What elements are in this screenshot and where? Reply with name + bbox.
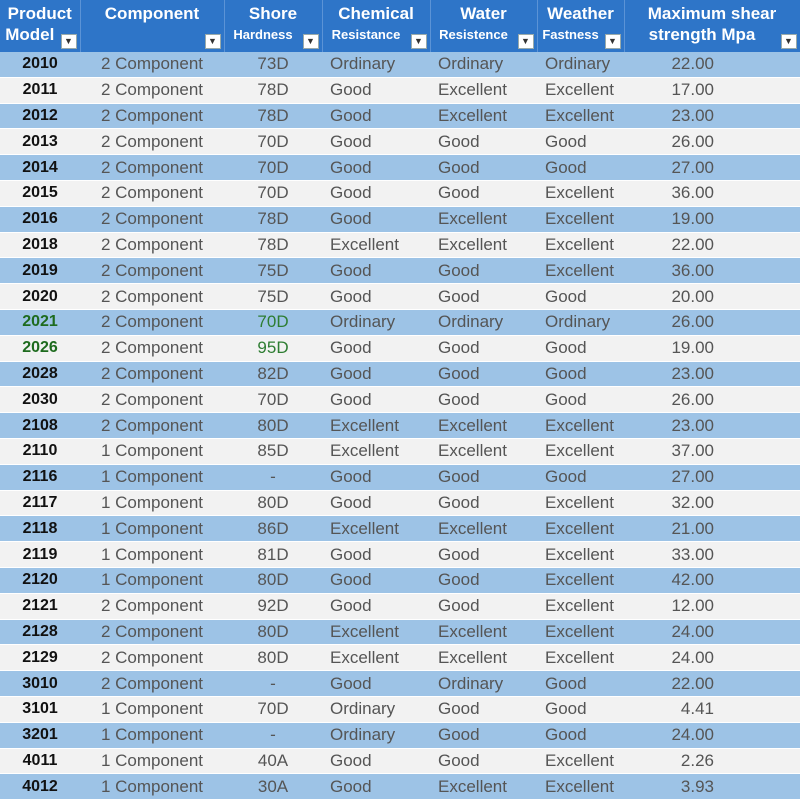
filter-dropdown-icon[interactable]: ▼ [61,34,77,49]
header-max-shear-strength [624,0,800,52]
component-cell[interactable]: 2 Component [80,619,224,645]
weather-fastness-cell[interactable]: Ordinary [537,52,624,77]
shear-strength-cell[interactable]: 26.00 [624,387,800,413]
water-resistance-cell[interactable]: Excellent [430,77,537,103]
shore-hardness-cell[interactable]: 86D [224,516,322,542]
water-resistance-cell[interactable]: Excellent [430,206,537,232]
product-model-cell[interactable]: 2013 [0,129,80,155]
product-model-cell[interactable]: 4012 [0,774,80,800]
chemical-resistance-cell[interactable]: Good [322,774,430,800]
product-model-cell[interactable]: 2117 [0,490,80,516]
component-cell[interactable]: 2 Component [80,155,224,181]
shore-hardness-cell[interactable]: 78D [224,232,322,258]
shore-hardness-cell[interactable]: 82D [224,361,322,387]
table-row [0,671,800,697]
water-resistance-cell[interactable]: Excellent [430,619,537,645]
weather-fastness-cell[interactable]: Good [537,155,624,181]
table-row [0,387,800,413]
table-row [0,696,800,722]
weather-fastness-cell[interactable]: Excellent [537,232,624,258]
table-body [0,52,800,800]
shear-strength-cell[interactable]: 24.00 [624,619,800,645]
water-resistance-cell[interactable]: Good [430,258,537,284]
shore-hardness-cell[interactable]: 80D [224,645,322,671]
chemical-resistance-cell[interactable]: Good [322,335,430,361]
component-cell[interactable]: 2 Component [80,413,224,439]
table-row [0,722,800,748]
weather-fastness-cell[interactable]: Excellent [537,438,624,464]
shear-strength-cell[interactable]: 36.00 [624,180,800,206]
product-model-cell[interactable]: 2020 [0,284,80,310]
table-row [0,258,800,284]
water-resistance-cell[interactable]: Ordinary [430,52,537,77]
water-resistance-cell[interactable]: Excellent [430,438,537,464]
header-label-line1: Water [460,4,507,23]
product-model-cell[interactable]: 2014 [0,155,80,181]
component-cell[interactable]: 2 Component [80,129,224,155]
water-resistance-cell[interactable]: Good [430,335,537,361]
shore-hardness-cell[interactable]: 78D [224,103,322,129]
water-resistance-cell[interactable]: Good [430,464,537,490]
weather-fastness-cell[interactable]: Excellent [537,567,624,593]
component-cell[interactable]: 1 Component [80,748,224,774]
shear-strength-cell[interactable]: 33.00 [624,542,800,568]
filter-dropdown-icon[interactable]: ▼ [411,34,427,49]
component-cell[interactable]: 2 Component [80,232,224,258]
table-row [0,542,800,568]
header-label-line1: Component [104,4,200,23]
header-chemical-resistance [322,0,430,52]
product-model-cell[interactable]: 3101 [0,696,80,722]
component-cell[interactable]: 2 Component [80,77,224,103]
shore-hardness-cell[interactable]: 81D [224,542,322,568]
weather-fastness-cell[interactable]: Excellent [537,542,624,568]
water-resistance-cell[interactable]: Excellent [430,516,537,542]
shore-hardness-cell[interactable]: - [224,722,322,748]
chemical-resistance-cell[interactable]: Good [322,103,430,129]
component-cell[interactable]: 2 Component [80,671,224,697]
table-row [0,52,800,77]
product-model-cell[interactable]: 2028 [0,361,80,387]
table-row [0,309,800,335]
weather-fastness-cell[interactable]: Excellent [537,748,624,774]
component-cell[interactable]: 1 Component [80,490,224,516]
shore-hardness-cell[interactable]: 70D [224,309,322,335]
shear-strength-cell[interactable]: 24.00 [624,645,800,671]
product-model-cell[interactable]: 2120 [0,567,80,593]
shore-hardness-cell[interactable]: 78D [224,77,322,103]
component-cell[interactable]: 2 Component [80,309,224,335]
shore-hardness-cell[interactable]: 80D [224,567,322,593]
chemical-resistance-cell[interactable]: Excellent [322,232,430,258]
header-label-line1: Weather [547,4,614,23]
weather-fastness-cell[interactable]: Excellent [537,490,624,516]
table-row [0,645,800,671]
weather-fastness-cell[interactable]: Good [537,284,624,310]
chemical-resistance-cell[interactable]: Ordinary [322,696,430,722]
shear-strength-cell[interactable]: 19.00 [624,206,800,232]
product-model-cell[interactable]: 2026 [0,335,80,361]
chemical-resistance-cell[interactable]: Good [322,284,430,310]
water-resistance-cell[interactable]: Excellent [430,232,537,258]
chemical-resistance-cell[interactable]: Good [322,361,430,387]
table-row [0,335,800,361]
component-cell[interactable]: 1 Component [80,722,224,748]
header-component [80,0,224,52]
shore-hardness-cell[interactable]: 75D [224,258,322,284]
table-row [0,516,800,542]
product-model-cell[interactable]: 2010 [0,52,80,77]
component-cell[interactable]: 1 Component [80,542,224,568]
chemical-resistance-cell[interactable]: Good [322,542,430,568]
chemical-resistance-cell[interactable]: Good [322,387,430,413]
product-model-cell[interactable]: 2030 [0,387,80,413]
table-row [0,155,800,181]
product-model-cell[interactable]: 2019 [0,258,80,284]
header-label-line1: Chemical [338,4,414,23]
shore-hardness-cell[interactable]: 70D [224,155,322,181]
product-model-cell[interactable]: 2011 [0,77,80,103]
shear-strength-cell[interactable]: 23.00 [624,361,800,387]
table-row [0,206,800,232]
shore-hardness-cell[interactable]: - [224,464,322,490]
shore-hardness-cell[interactable]: 78D [224,206,322,232]
filter-dropdown-icon[interactable]: ▼ [518,34,534,49]
water-resistance-cell[interactable]: Good [430,722,537,748]
header-product-model [0,0,80,52]
table-row [0,129,800,155]
weather-fastness-cell[interactable]: Ordinary [537,309,624,335]
shore-hardness-cell[interactable]: 73D [224,52,322,77]
table-row [0,77,800,103]
shear-strength-cell[interactable]: 22.00 [624,671,800,697]
product-model-cell[interactable]: 2012 [0,103,80,129]
shear-strength-cell[interactable]: 32.00 [624,490,800,516]
water-resistance-cell[interactable]: Good [430,155,537,181]
shear-strength-cell[interactable]: 3.93 [624,774,800,800]
shore-hardness-cell[interactable]: 80D [224,490,322,516]
water-resistance-cell[interactable]: Good [430,387,537,413]
header-weather-fastness [537,0,624,52]
weather-fastness-cell[interactable]: Excellent [537,103,624,129]
table-row [0,413,800,439]
component-cell[interactable]: 2 Component [80,258,224,284]
shear-strength-cell[interactable]: 42.00 [624,567,800,593]
shear-strength-cell[interactable]: 2.26 [624,748,800,774]
shore-hardness-cell[interactable]: 40A [224,748,322,774]
weather-fastness-cell[interactable]: Excellent [537,774,624,800]
water-resistance-cell[interactable]: Excellent [430,774,537,800]
product-model-cell[interactable]: 3201 [0,722,80,748]
shore-hardness-cell[interactable]: 70D [224,180,322,206]
water-resistance-cell[interactable]: Good [430,567,537,593]
water-resistance-cell[interactable]: Good [430,180,537,206]
table-row [0,438,800,464]
table-row [0,619,800,645]
product-model-cell[interactable]: 2015 [0,180,80,206]
chemical-resistance-cell[interactable]: Good [322,129,430,155]
shear-strength-cell[interactable]: 24.00 [624,722,800,748]
water-resistance-cell[interactable]: Good [430,284,537,310]
shear-strength-cell[interactable]: 27.00 [624,464,800,490]
component-cell[interactable]: 1 Component [80,438,224,464]
shore-hardness-cell[interactable]: 70D [224,696,322,722]
shear-strength-cell[interactable]: 36.00 [624,258,800,284]
chemical-resistance-cell[interactable]: Good [322,77,430,103]
shore-hardness-cell[interactable]: 70D [224,129,322,155]
table-row [0,490,800,516]
shear-strength-cell[interactable]: 26.00 [624,309,800,335]
shear-strength-cell[interactable]: 22.00 [624,232,800,258]
shore-hardness-cell[interactable]: 85D [224,438,322,464]
chemical-resistance-cell[interactable]: Excellent [322,619,430,645]
shear-strength-cell[interactable]: 23.00 [624,103,800,129]
component-cell[interactable]: 1 Component [80,774,224,800]
chemical-resistance-cell[interactable]: Excellent [322,645,430,671]
product-model-cell[interactable]: 2118 [0,516,80,542]
product-model-cell[interactable]: 2119 [0,542,80,568]
weather-fastness-cell[interactable]: Good [537,335,624,361]
shore-hardness-cell[interactable]: 75D [224,284,322,310]
shear-strength-cell[interactable]: 19.00 [624,335,800,361]
product-model-cell[interactable]: 2021 [0,309,80,335]
weather-fastness-cell[interactable]: Excellent [537,180,624,206]
filter-dropdown-icon[interactable]: ▼ [605,34,621,49]
water-resistance-cell[interactable]: Good [430,129,537,155]
chemical-resistance-cell[interactable]: Good [322,490,430,516]
weather-fastness-cell[interactable]: Good [537,671,624,697]
water-resistance-cell[interactable]: Ordinary [430,309,537,335]
component-cell[interactable]: 2 Component [80,284,224,310]
header-label-line2: strength Mpa [648,25,756,44]
weather-fastness-cell[interactable]: Excellent [537,645,624,671]
water-resistance-cell[interactable]: Good [430,748,537,774]
weather-fastness-cell[interactable]: Excellent [537,77,624,103]
component-cell[interactable]: 2 Component [80,180,224,206]
water-resistance-cell[interactable]: Good [430,542,537,568]
shear-strength-cell[interactable]: 37.00 [624,438,800,464]
table-row [0,464,800,490]
product-model-cell[interactable]: 2108 [0,413,80,439]
chemical-resistance-cell[interactable]: Good [322,155,430,181]
weather-fastness-cell[interactable]: Good [537,129,624,155]
product-model-cell[interactable]: 2110 [0,438,80,464]
weather-fastness-cell[interactable]: Good [537,361,624,387]
chemical-resistance-cell[interactable]: Ordinary [322,52,430,77]
product-model-cell[interactable]: 2116 [0,464,80,490]
header-water-resistance [430,0,537,52]
component-cell[interactable]: 2 Component [80,361,224,387]
table-row [0,593,800,619]
component-cell[interactable]: 2 Component [80,387,224,413]
header-label-line2: Resistance [331,27,401,42]
component-cell[interactable]: 1 Component [80,464,224,490]
weather-fastness-cell[interactable]: Good [537,464,624,490]
filter-dropdown-icon[interactable]: ▼ [205,34,221,49]
chemical-resistance-cell[interactable]: Good [322,593,430,619]
shear-strength-cell[interactable]: 21.00 [624,516,800,542]
shear-strength-cell[interactable]: 20.00 [624,284,800,310]
shore-hardness-cell[interactable]: 30A [224,774,322,800]
product-model-cell[interactable]: 3010 [0,671,80,697]
water-resistance-cell[interactable]: Excellent [430,103,537,129]
shear-strength-cell[interactable]: 23.00 [624,413,800,439]
chemical-resistance-cell[interactable]: Good [322,464,430,490]
shore-hardness-cell[interactable]: 95D [224,335,322,361]
product-model-cell[interactable]: 2121 [0,593,80,619]
table-row [0,284,800,310]
table-row [0,232,800,258]
header-label-line2: Fastness [542,27,599,42]
table-row [0,180,800,206]
weather-fastness-cell[interactable]: Good [537,387,624,413]
shore-hardness-cell[interactable]: 92D [224,593,322,619]
component-cell[interactable]: 2 Component [80,206,224,232]
table-row [0,103,800,129]
header-label-line1: Maximum shear [647,4,777,23]
component-cell[interactable]: 2 Component [80,335,224,361]
shear-strength-cell[interactable]: 27.00 [624,155,800,181]
water-resistance-cell[interactable]: Ordinary [430,671,537,697]
chemical-resistance-cell[interactable]: Excellent [322,413,430,439]
weather-fastness-cell[interactable]: Good [537,696,624,722]
water-resistance-cell[interactable]: Good [430,696,537,722]
water-resistance-cell[interactable]: Excellent [430,645,537,671]
water-resistance-cell[interactable]: Good [430,490,537,516]
product-model-cell[interactable]: 2016 [0,206,80,232]
shore-hardness-cell[interactable]: - [224,671,322,697]
weather-fastness-cell[interactable]: Excellent [537,258,624,284]
weather-fastness-cell[interactable]: Excellent [537,516,624,542]
header-row [0,0,800,52]
table-row [0,361,800,387]
component-cell[interactable]: 2 Component [80,645,224,671]
component-cell[interactable]: 1 Component [80,696,224,722]
header-label-line1: Shore [248,4,298,23]
shear-strength-cell[interactable]: 22.00 [624,52,800,77]
chemical-resistance-cell[interactable]: Good [322,567,430,593]
chemical-resistance-cell[interactable]: Ordinary [322,309,430,335]
shore-hardness-cell[interactable]: 80D [224,413,322,439]
weather-fastness-cell[interactable]: Excellent [537,413,624,439]
water-resistance-cell[interactable]: Excellent [430,413,537,439]
header-shore-hardness [224,0,322,52]
chemical-resistance-cell[interactable]: Excellent [322,438,430,464]
weather-fastness-cell[interactable]: Excellent [537,619,624,645]
shear-strength-cell[interactable]: 26.00 [624,129,800,155]
water-resistance-cell[interactable]: Good [430,593,537,619]
filter-dropdown-icon[interactable]: ▼ [303,34,319,49]
shore-hardness-cell[interactable]: 70D [224,387,322,413]
product-model-cell[interactable]: 2018 [0,232,80,258]
table-row [0,748,800,774]
chemical-resistance-cell[interactable]: Good [322,671,430,697]
product-model-cell[interactable]: 2128 [0,619,80,645]
component-cell[interactable]: 2 Component [80,52,224,77]
weather-fastness-cell[interactable]: Excellent [537,593,624,619]
weather-fastness-cell[interactable]: Good [537,722,624,748]
shear-strength-cell[interactable]: 17.00 [624,77,800,103]
component-cell[interactable]: 1 Component [80,516,224,542]
shore-hardness-cell[interactable]: 80D [224,619,322,645]
header-label-line2: Model [5,25,55,44]
table-row [0,567,800,593]
chemical-resistance-cell[interactable]: Good [322,748,430,774]
chemical-resistance-cell[interactable]: Good [322,258,430,284]
header-label-line2: Resistence [439,27,508,42]
header-label-line1: Product [7,4,72,23]
component-cell[interactable]: 1 Component [80,567,224,593]
chemical-resistance-cell[interactable]: Good [322,180,430,206]
product-model-cell[interactable]: 2129 [0,645,80,671]
filter-dropdown-icon[interactable]: ▼ [781,34,797,49]
shear-strength-cell[interactable]: 12.00 [624,593,800,619]
weather-fastness-cell[interactable]: Excellent [537,206,624,232]
chemical-resistance-cell[interactable]: Ordinary [322,722,430,748]
header-label-line2: Hardness [233,27,293,42]
chemical-resistance-cell[interactable]: Excellent [322,516,430,542]
product-model-cell[interactable]: 4011 [0,748,80,774]
water-resistance-cell[interactable]: Good [430,361,537,387]
component-cell[interactable]: 2 Component [80,593,224,619]
component-cell[interactable]: 2 Component [80,103,224,129]
chemical-resistance-cell[interactable]: Good [322,206,430,232]
shear-strength-cell[interactable]: 4.41 [624,696,800,722]
